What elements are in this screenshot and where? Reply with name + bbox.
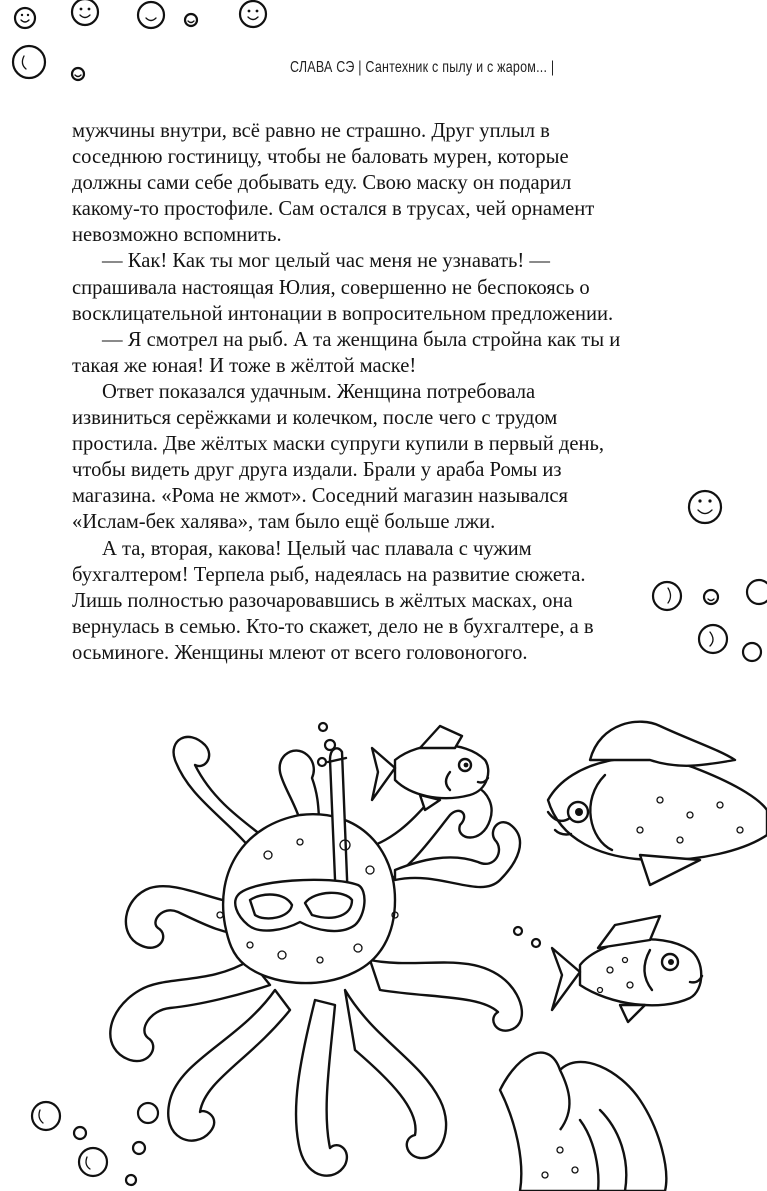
body-text <box>72 118 632 666</box>
bubbles-bottom-left-icon <box>32 1102 158 1185</box>
running-header <box>290 59 563 77</box>
header-author: СЛАВА СЭ <box>290 59 355 76</box>
header-separator: | <box>358 59 362 76</box>
fish-medium-icon <box>552 916 702 1022</box>
paragraph: — Я смотрел на рыб. А та женщина была стройна как ты и такая же юная! И тоже в жёлтой маске! <box>72 328 621 377</box>
paragraph: Ответ показался удачным. Женщина потребовала извиниться серёжками и колечком, после чего с трудом простила. Две жёлтых маски супруги купили в первый день, чтобы видеть друг друга издали. Брали у араба Ромы из магазина. «Рома не жмот». Соседний магазин назывался «Ислам-бек халява», там было ещё больше лжи. <box>72 380 605 534</box>
fish-large-upper-icon <box>548 722 767 885</box>
paragraph: — Как! Как ты мог целый час меня не узнавать! — спрашивала настоящая Юлия, совершенно не беспокоясь о восклицательной интонации в вопросительном предложении. <box>72 250 614 325</box>
header-end-mark: | <box>550 59 555 76</box>
bubbles-top-left-icon <box>13 0 266 80</box>
fish-large-lower-icon <box>500 1053 666 1191</box>
octopus-icon <box>110 737 522 1176</box>
paragraph: А та, вторая, какова! Целый час плавала с чужим бухгалтером! Терпела рыб, надеялась на развитие сюжета. Лишь полностью разочаровавшись в жёлтых масках, она вернулась в семью. Кто-то скажет, дело не в бухгалтере, а в осьминоге. Женщины млеют от всего головоногого. <box>72 537 594 664</box>
paragraph: мужчины внутри, всё равно не страшно. Друг уплыл в соседнюю гостиницу, чтобы не баловать мурен, которые должны сами себе добывать еду. Свою маску он подарил какому-то простофиле. Сам остался в трусах, чей орнамент невозможно вспомнить. <box>72 120 595 247</box>
bubbles-right-icon <box>653 491 767 661</box>
header-book-title: Сантехник с пылу и с жаром... <box>365 59 548 76</box>
